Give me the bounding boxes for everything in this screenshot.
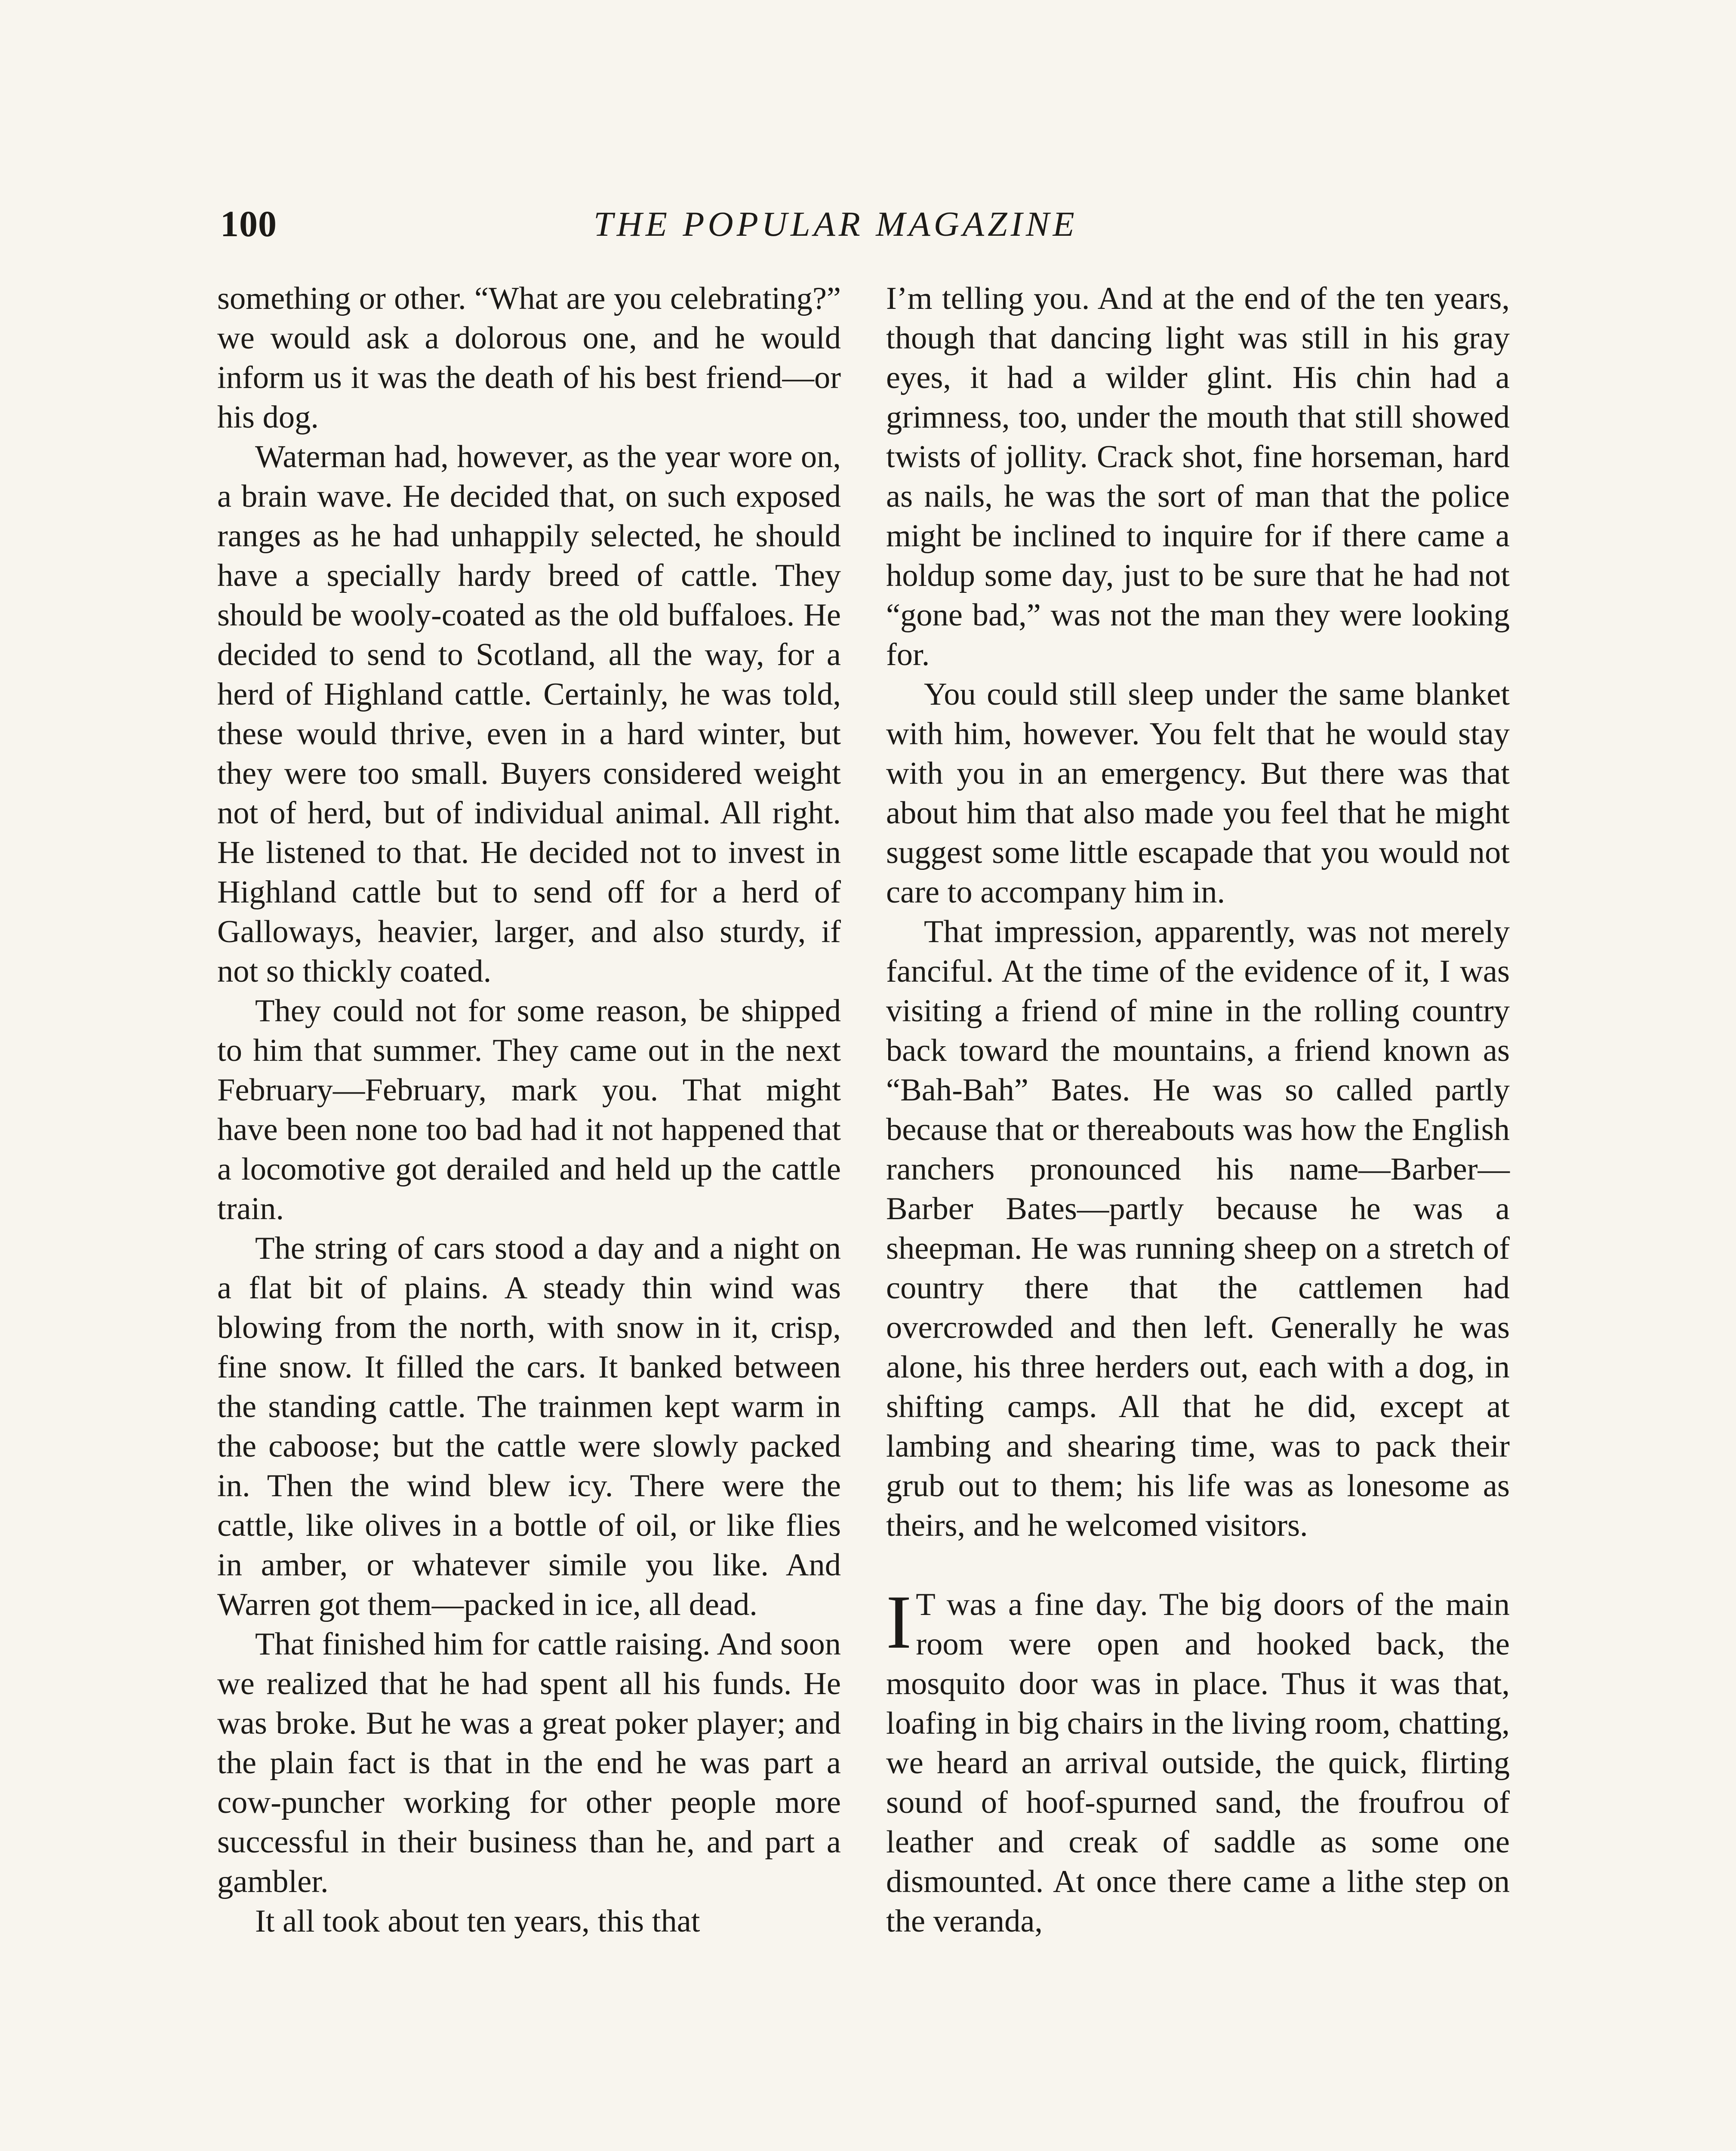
section-opening-paragraph (886, 1579, 1510, 1941)
left-column (217, 279, 841, 1941)
paragraph: I’m telling you. And at the end of the ten years, though that dancing light was still in his gray eyes, it had a wilder glint. His chin had a grimness, too, under the mouth that still showed twists of jollity. Crack shot, fine horseman, hard as nails, he was the sort of man that the police might be inclined to inquire for if there came a holdup some day, just to be sure that he had not “gone bad,” was not the man they were looking for. (886, 281, 1510, 672)
page-number: 100 (220, 203, 277, 244)
paragraph: That finished him for cattle raising. And soon we realized that he had spent all his funds. He was broke. But he was a great poker player; and the plain fact is that in the end he was part a cow-puncher working for other people more successful in their business than he, and part a gambler. (217, 1627, 841, 1899)
paragraph: The string of cars stood a day and a night on a flat bit of plains. A steady thin wind was blowing from the north, with snow in it, crisp, fine snow. It filled the cars. It banked between the standing cattle. The trainmen kept warm in the caboose; but the cattle were slowly packed in. Then the wind blew icy. There were the cattle, like olives in a bottle of oil, or like flies in amber, or whatever simile you like. And Warren got them—packed in ice, all dead. (217, 1231, 841, 1622)
right-column (886, 279, 1510, 1941)
paragraph: something or other. “What are you celebrating?” we would ask a dolorous one, and he would inform us it was the death of his best friend—or his dog. (217, 281, 841, 435)
running-head: THE POPULAR MAGAZINE (594, 204, 1078, 243)
paragraph: They could not for some reason, be shipped to him that summer. They came out in the next February—February, mark you. That might have been none too bad had it not happened that a locomotive got derailed and held up the cattle train. (217, 993, 841, 1227)
paragraph: Waterman had, however, as the year wore on, a brain wave. He decided that, on such exposed ranges as he had unhappily selected, he should have a specially hardy breed of cattle. They should be wooly-coated as the old buffaloes. He decided to send to Scotland, all the way, for a herd of Highland cattle. Certainly, he was told, these would thrive, even in a hard winter, but they were too small. Buyers considered weight not of herd, but of individual animal. All right. He listened to that. He decided not to invest in Highland cattle but to send off for a herd of Galloways, heavier, larger, and also sturdy, if not so thickly coated. (217, 439, 841, 989)
paragraph: You could still sleep under the same blanket with him, however. You felt that he would stay with you in an emergency. But there was that about him that also made you feel that he might suggest some little escapade that you would not care to accompany him in. (886, 677, 1510, 910)
paragraph: It all took about ten years, this that (255, 1904, 700, 1939)
paragraph: That impression, apparently, was not merely fanciful. At the time of the evidence of it, I was visiting a friend of mine in the rolling country back toward the mountains, a friend known as “Bah-Bah” Bates. He was so called partly because that or thereabouts was how the English ranchers pronounced his name—Barber—Barber Bates—partly because he was a sheepman. He was running sheep on a stretch of country there that the cattlemen had overcrowded and then left. Generally he was alone, his three herders out, each with a dog, in shifting camps. All that he did, except at lambing and shearing time, was to pack their grub out to them; his life was as lonesome as theirs, and he welcomed visitors. (886, 914, 1510, 1543)
paragraph-text: T was a fine day. The big doors of the main room were open and hooked back, the mosquito door was in place. Thus it was that, loafing in big chairs in the living room, chatting, we heard an arrival outside, the quick, flirting sound of hoof-spurned sand, the froufrou of leather and creak of saddle as some one dismounted. At once there came a lithe step on the veranda, (886, 1587, 1510, 1939)
drop-cap: I (886, 1579, 912, 1664)
